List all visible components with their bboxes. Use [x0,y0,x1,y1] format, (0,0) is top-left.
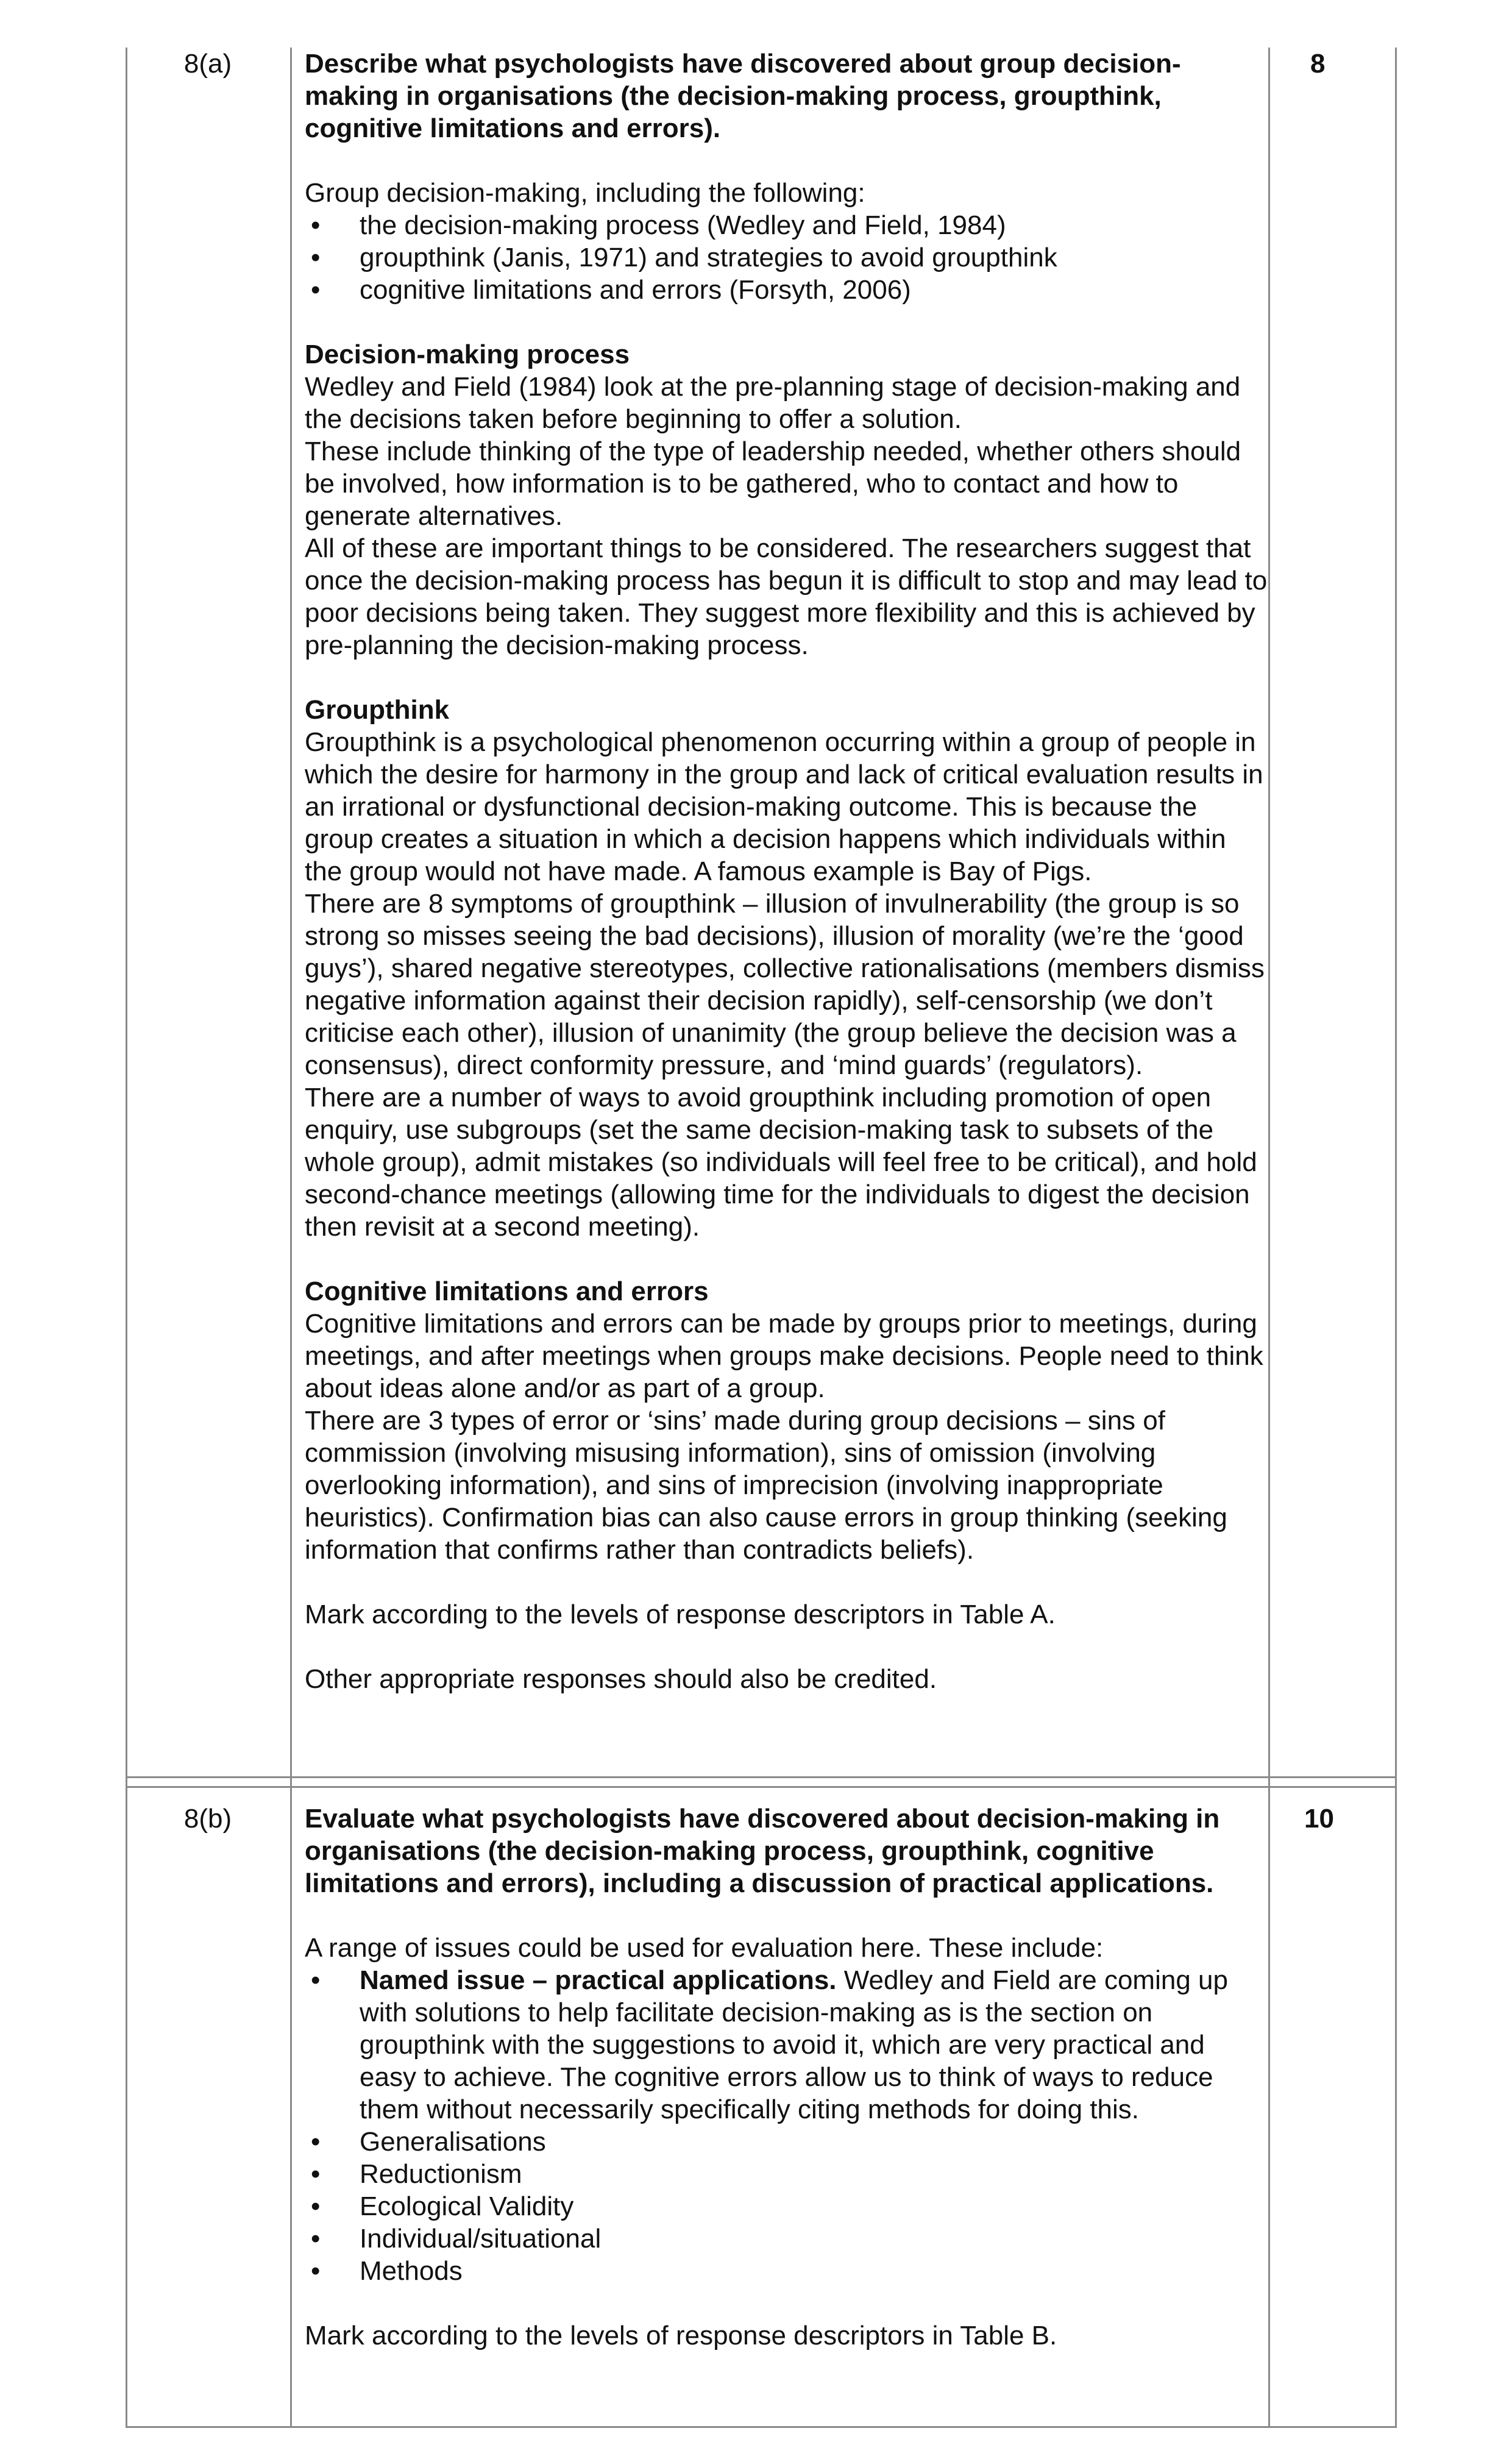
paragraph: Groupthink is a psychological phenomenon occurring within a group of people in which the desire for harmony in the group and lack of critical evaluation results in an irrational or dysfunctional decision-making outcome. This is because the group creates a situation in which a decision happens which individuals within the group would not have made. A famous example is Bay of Pigs. [305,727,1263,886]
question-8a-content [305,48,1268,1695]
list-item: • Generalisations [311,2127,546,2157]
bullet-icon: • [311,2159,321,2189]
bullet-icon: • [311,2224,321,2254]
list-item: • groupthink (Janis, 1971) and strategies to avoid groupthink [311,243,1057,272]
evaluation-issues-list [305,1964,1268,2287]
question-number: 8(b) [183,1804,232,1834]
paragraph: Wedley and Field (1984) look at the pre-planning stage of decision-making and the decisions taken before beginning to offer a solution. [305,372,1241,434]
topic-list [305,209,1268,306]
paragraph: There are a number of ways to avoid groupthink including promotion of open enquiry, use subgroups (set the same decision-making task to subsets of the whole group), admit mistakes (so individuals will feel free to be critical), and hold second-chance meetings (allowing time for the individuals to digest the decision then revisit at a second meeting). [305,1083,1257,1242]
bullet-icon: • [311,2256,321,2286]
table-divider-qnum [290,48,292,2426]
intro-text: A range of issues could be used for evaluation here. These include: [305,1933,1104,1963]
bullet-icon: • [311,2191,321,2221]
mark-instruction: Mark according to the levels of response descriptors in Table A. [305,1600,1056,1629]
bullet-icon: • [311,243,321,272]
credit-note: Other appropriate responses should also be credited. [305,1664,937,1694]
question-heading: Evaluate what psychologists have discovered about decision-making in organisations (the decision-making process, groupthink, cognitive limitations and errors), including a discussion of practical applications. [305,1804,1220,1898]
section-heading: Cognitive limitations and errors [305,1276,709,1306]
row-separator-bottom [126,1786,1397,1788]
table-border-left [126,48,127,2426]
question-marks: 10 [1304,1804,1334,1834]
list-item: • Reductionism [311,2159,522,2189]
intro-text: Group decision-making, including the following: [305,178,865,208]
table-border-right [1395,48,1397,2426]
bullet-icon: • [311,210,321,240]
list-item: • Individual/situational [311,2224,602,2254]
paragraph: All of these are important things to be considered. The researchers suggest that once the decision-making process has begun it is difficult to stop and may lead to poor decisions being taken. They suggest more flexibility and this is achieved by pre-planning the decision-making process. [305,533,1268,660]
section-heading: Groupthink [305,695,450,725]
paragraph: There are 8 symptoms of groupthink – illusion of invulnerability (the group is so strong so misses seeing the bad decisions), illusion of morality (we’re the ‘good guys’), shared negative stereotypes, collective rationalisations (members dismiss negative information against their decision rapidly), self-censorship (we don’t criticise each other), illusion of unanimity (the group believe the decision was a consensus), direct conformity pressure, and ‘mind guards’ (regulators). [305,889,1265,1080]
table-border-bottom [126,2426,1397,2428]
mark-instruction: Mark according to the levels of response descriptors in Table B. [305,2321,1057,2351]
row-separator-top [126,1776,1397,1778]
bullet-icon: • [311,1965,321,1995]
list-item: • Methods [311,2256,463,2286]
question-marks: 8 [1310,49,1326,79]
question-heading: Describe what psychologists have discovered about group decision-making in organisations (the decision-making process, groupthink, cognitive limitations and errors). [305,49,1181,143]
bullet-icon: • [311,275,321,305]
paragraph: These include thinking of the type of leadership needed, whether others should be involved, how information is to be gathered, who to contact and how to generate alternatives. [305,436,1241,531]
table-divider-marks [1268,48,1270,2426]
list-item: • Ecological Validity [311,2191,574,2221]
section-heading: Decision-making process [305,340,630,369]
list-item: • Named issue – practical applications. Wedley and Field are coming up with solutions to help facilitate decision-making as is the section on groupthink with the suggestions to avoid it, which are very practical and easy to achieve. The cognitive errors allow us to think of ways to reduce them without necessarily specifically citing methods for doing this. [311,1965,1228,2124]
list-item: • the decision-making process (Wedley and Field, 1984) [311,210,1006,240]
paragraph: There are 3 types of error or ‘sins’ made during group decisions – sins of commission (involving misusing information), sins of omission (involving overlooking information), and sins of imprecision (involving inappropriate heuristics). Confirmation bias can also cause errors in group thinking (seeking information that confirms rather than contradicts beliefs). [305,1406,1227,1565]
question-number: 8(a) [183,49,232,79]
question-8b-content [305,1803,1268,2352]
bullet-icon: • [311,2127,321,2157]
paragraph: Cognitive limitations and errors can be made by groups prior to meetings, during meetings, and after meetings when groups make decisions. People need to think about ideas alone and/or as part of a group. [305,1309,1263,1403]
list-item: • cognitive limitations and errors (Forsyth, 2006) [311,275,911,305]
